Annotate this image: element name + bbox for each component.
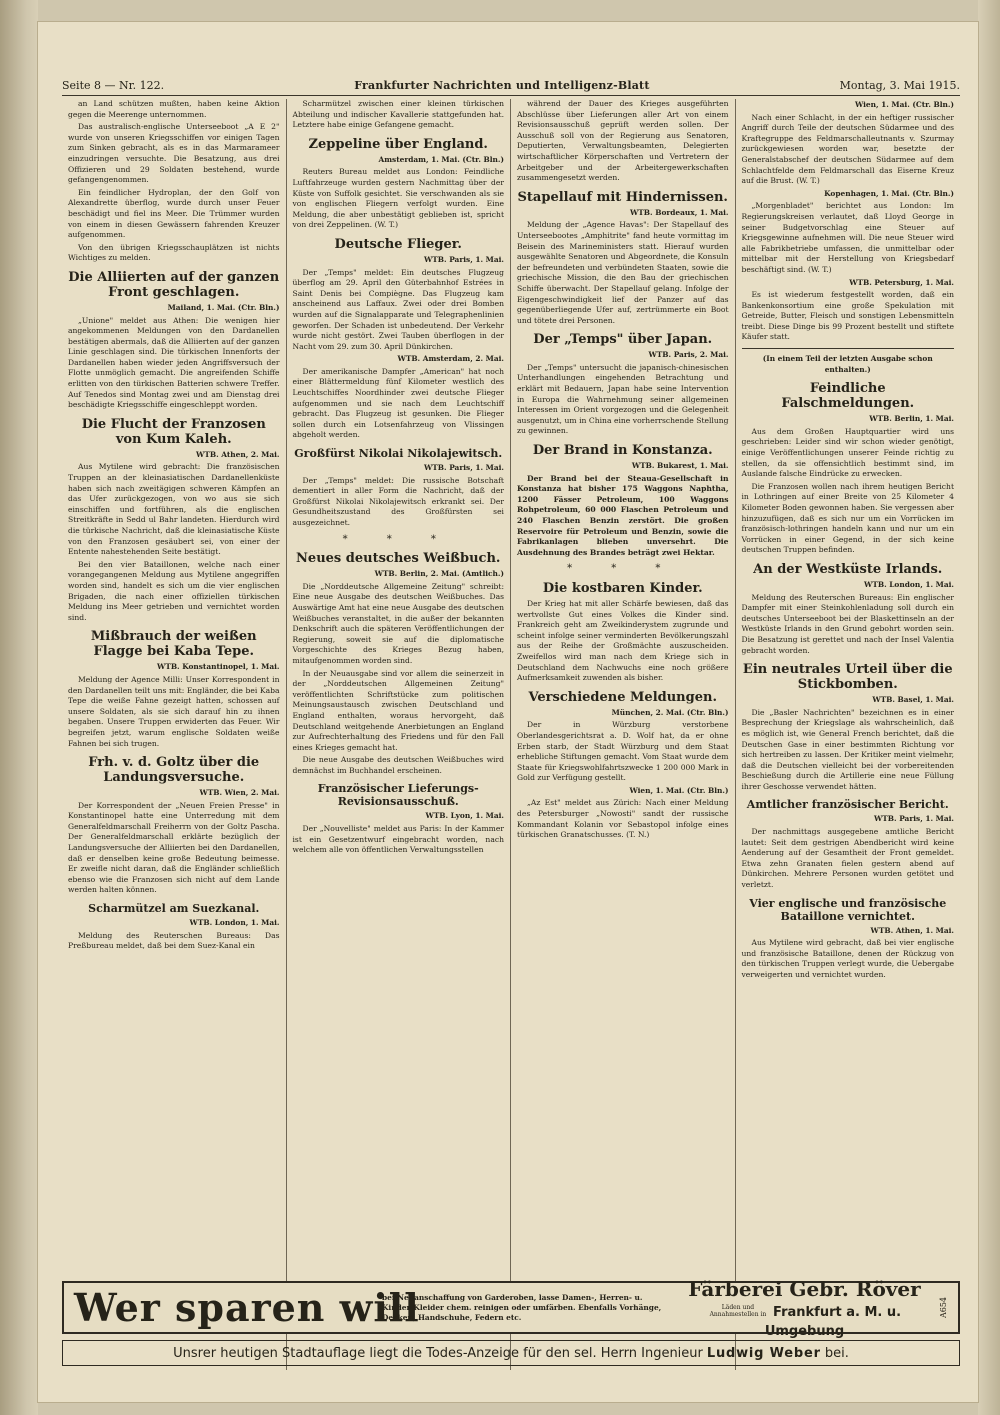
headline: Französischer Lieferungs-Revisionsausschuß. [317,782,479,809]
dateline: WTB. Paris, 1. Mai. [874,814,954,824]
headline: Stapellauf mit Hindernissen. [517,189,728,205]
headline: Amtlicher französischer Bericht. [746,798,949,812]
article-text: Der Brand bei der Steaua-Gesellschaft in Konstanza hat bisher 175 Waggons Naphtha, 1200 Fässer Petroleum, 100 Waggons Rohpetroleum, 60 000 Flaschen Petroleum und 240 Flaschen Benzin zerstört. Die großen Reservoire für Petroleum und Benzin, sowie die Fabrikanlagen blieben unversehrt. Die Ausdehnung des Brandes beträgt zwei Hektar. [517,473,729,557]
ad-firm-block [674,1277,935,1339]
headline: Deutsche Flieger. [334,236,462,252]
article-text: Die Franzosen wollen nach ihrem heutigen Bericht in Lothringen auf einer Breite von 25 Kilometer 4 Kilometer Boden gewonnen haben. Sie vergessen aber hinzuzufügen, daß es sich nur um ein Vorrücken im französisch-lothringen handeln kann und nur um ein Vorrücken in einer Gegend, in der sich keine deutschen Truppen befinden. [741,481,954,555]
headline: Die Alliierten auf der ganzen Front geschlagen. [68,269,280,300]
dateline: WTB. Amsterdam, 2. Mai. [397,354,504,364]
headline: Frh. v. d. Goltz über die Landungsversuche. [88,755,260,786]
article-text: Meldung der Agence Milli: Unser Korrespondent in den Dardanellen teilt uns mit: Engländer, die bei Kaba Tepe die weiße Fahne gezeigt hatten, schossen auf unsere Soldaten, als sie sich darauf hin zu ihnen begaben. Unsere Truppen erwiderten das Feuer. Wir begreifen jetzt, warum englische Soldaten weiße Fahnen bei sich trugen. [68,674,280,748]
article-text: Aus dem Großen Hauptquartier wird uns geschrieben: Leider sind wir schon wieder genötigt, einige Veröffentlichungen unserer Feinde richtig zu stellen, da sie offensichtlich bestimmt sind, im Auslande falsche Eindrücke zu erwecken. [741,426,954,479]
article-columns [62,99,960,1370]
dateline: WTB. London, 1. Mai. [189,918,280,928]
dateline: WTB. Basel, 1. Mai. [872,695,954,705]
dateline: WTB. Paris, 1. Mai. [424,254,504,264]
article-text: während der Dauer des Krieges ausgeführten Abschlüsse über Lieferungen aller Art von einem Revisionsausschuß geprüft werden sollen. Der Ausschuß soll von der Regierung aus Senatoren, Deputierten, Verwaltungsbeamten, Delegierten wirtschaftlicher Körperschaften und Vertretern der Arbeitgeber und der Arbeitergewerkschaften zusammengesetzt werden. [517,99,729,183]
headline: Der „Temps" über Japan. [533,332,713,348]
dateline: München, 2. Mai. (Ctr. Bln.) [611,707,729,717]
dateline: WTB. Athen, 1. Mai. [870,925,954,935]
dateline: WTB. Bukarest, 1. Mai. [631,461,729,471]
article-text: Meldung der „Agence Havas": Der Stapellauf des Unterseebootes „Amphitrite" fand heute vormittag im Beisein des Marineministers statt. Hierauf wurden ausgewählte Senatoren und Abgeordnete, die Konsuln der befreundeten und verbündeten Staaten, sowie die griechische Mission, die den Bau der griechischen Schiffe überwacht. Der Stapellauf gelang. Infolge der Eigengeschwindigkeit lief der Panzer auf das gegenüberliegende Ufer auf, zertrümmerte ein Boot und tötete drei Personen. [517,220,729,325]
headline: Die Flucht der Franzosen von Kum Kaleh. [81,416,266,447]
dateline: WTB. Lyon, 1. Mai. [425,811,504,821]
dateline: WTB. Wien, 2. Mai. [199,788,280,798]
article-text: „Morgenbladet" berichtet aus London: Im Regierungskreisen verlautet, daß Lloyd George in seiner Budgetvorschlag eine Steuer auf Kriegsgewinne aufnehmen will. Die neue Steuer wird alle Fabrikbetriebe umfassen, die unmittelbar oder mittelbar mit der Herstellung von Kriegsbedarf beschäftigt sind. (W. T.) [741,201,954,274]
headline: Großfürst Nikolai Nikolajewitsch. [294,447,503,461]
section-rule [742,348,955,349]
article-text: „Az Est" meldet aus Zürich: Nach einer Meldung des Petersburger „Nowosti" sandt der russische Kommandant Kolanin vor Sebastopol infolge eines türkischen Granatschusses. (T. N.) [517,798,729,840]
article-text: Meldung des Reuterschen Bureaus: Das Preßbureau meldet, daß bei dem Suez-Kanal ein [68,930,280,951]
column-2 [287,99,512,1370]
article-text: Es ist wiederum festgestellt worden, daß ein Bankenkonsortium eine große Spekulation mit Getreide, Butter, Fleisch und sonstigen Lebensmitteln treibt. Diese Dinge bis 99 Prozent bestellt und stiftete Käufer statt. [741,290,954,342]
notice-name: Ludwig Weber [706,1345,821,1361]
page-edge [978,0,1000,1415]
separator-stars: * * * [342,533,454,545]
article-text: Bei den vier Bataillonen, welche nach einer vorangegangenen Meldung aus Mytilene angegriffen worden sind, handelt es sich um die vier englischen Brigaden, die nach einer offiziellen türkischen Meldung ins Meer getrieben und vernichtet worden sind. [68,559,280,622]
article-text: Reuters Bureau meldet aus London: Feindliche Luftfahrzeuge wurden gestern Nachmittag über der Küste von Suffolk gesichtet. Sie verschwanden als sie von englischen Fliegern verfolgt wurden. Eine Meldung, die aber unbestätigt geblieben ist, spricht von drei Zeppelinen. (W. T.) [292,167,504,230]
issue-date: Montag, 3. Mai 1915. [839,79,960,92]
article-text: Scharmützel zwischen einer kleinen türkischen Abteilung und indischer Kavallerie stattgefunden hat. Letztere habe einige Gefangene gemacht. [292,99,504,130]
article-text: Die „Norddeutsche Allgemeine Zeitung" schreibt: Eine neue Ausgabe des deutschen Weißbuches. Das Auswärtige Amt hat eine neue Ausgabe des deutschen Weißbuches veranstaltet, in die außer der bekannten Denkschrift auch die späteren Veröffentlichungen der Regierung, soweit sie auf die diplomatische Vorgeschichte des Krieges Bezug haben, mitaufgenommen worden sind. [292,581,504,665]
article-text: Der „Temps" meldet: Ein deutsches Flugzeug überflog am 29. April den Güterbahnhof Estrées in Saint Denis bei Compiègne. Das Flugzeug kam anscheinend aus Laffaux. Zwei oder drei Bomben wurden auf die Signalapparate und Telegraphenlinien geworfen. Der Schaden ist unbedeutend. Der Verkehr wurde nicht gestört. Zwei Tauben überflogen in der Nacht vom 29. zum 30. April Dünkirchen. [292,267,504,351]
headline: Neues deutsches Weißbuch. [296,551,501,567]
dateline: WTB. Paris, 1. Mai. [424,463,504,473]
dateline: WTB. Konstantinopel, 1. Mai. [157,662,280,672]
headline: Verschiedene Meldungen. [528,689,717,705]
headline: Mißbrauch der weißen Flagge bei Kaba Tepe. [90,629,257,660]
headline: Der Brand in Konstanza. [532,443,713,459]
ad-shops-label: Läden und Annahmestellen in [709,1304,767,1318]
article-text: In der Neuausgabe sind vor allem die seinerzeit in der „Norddeutschen Allgemeinen Zeitung" veröffentlichten Schriftstücke zum politischen Meinungsaustausch zwischen Deutschland und England enthalten, woraus hervorgeht, daß Deutschland weitgehende Anerbietungen an England zur Aufrechterhaltung des Friedens und für den Fall eines Krieges gemacht hat. [292,668,504,752]
article-text: Der „Temps" untersucht die japanisch-chinesischen Unterhandlungen eingehenden Betrachtung und erklärt mit Bedauern, Japan habe seine Intervention in Europa die Wahrnehmung seiner allgemeinen Interessen im Orient vorgezogen und die Gelegenheit ausgenutzt, um in China eine vorherrschende Stellung zu gewinnen. [517,362,729,436]
advertisement [62,1276,960,1339]
headline: Scharmützel am Suezkanal. [88,902,260,916]
death-notice-banner [62,1340,960,1366]
article-text: Der nachmittags ausgegebene amtliche Bericht lautet: Seit dem gestrigen Abendbericht wird keine Aenderung auf der Gesamtheit der Front gemeldet. Etwa zehn Granaten fielen gestern abend auf Dünkirchen. Mehrere Personen wurden getötet und verletzt. [741,827,954,890]
binding-edge [0,0,38,1415]
article-text: Der „Temps" meldet: Die russische Botschaft dementiert in aller Form die Nachricht, daß der Großfürst Nikolai Nikolajewitsch erkrankt sei. Der Gesundheitszustand des Großfürsten sei ausgezeichnet. [292,475,504,527]
dateline: Wien, 1. Mai. (Ctr. Bln.) [854,100,954,109]
article-text: Der Korrespondent der „Neuen Freien Presse" in Konstantinopel hatte eine Unterredung mit dem Generalfeldmarschall Freiherrn von der Goltz Pascha. Der Generalfeldmarschall erklärte bezüglich der Landungsversuche der Alliierten bei den Dardanellen, daß er denselben keine große Bedeutung beimesse. Er zweifle nicht daran, daß die Engländer schließlich ebenso wie die Franzosen sich nicht auf dem Lande werden halten können. [68,800,280,895]
article-text: Ein feindlicher Hydroplan, der den Golf von Alexandrette überflog, wurde durch unser Feuer beschädigt und fiel ins Meer. Die Trümmer wurden von einem in diesen Gewässern fahrenden Kreuzer aufgenommen. [68,187,280,240]
ad-slogan: Wer sparen will [74,1285,420,1330]
dateline: WTB. Paris, 2. Mai. [648,350,729,360]
dateline: Mailand, 1. Mai. (Ctr. Bln.) [167,302,280,312]
headline: Die kostbaren Kinder. [542,580,703,596]
edition-note: (In einem Teil der letzten Ausgabe schon enthalten.) [762,354,933,374]
article-text: Aus Mytilene wird gebracht, daß bei vier englische und französische Bataillone, denen der Rückzug von den türkischen Truppen verlegt wurde, die Uebergabe verweigerten und vernichtet wurden. [741,938,954,979]
dateline: WTB. Athen, 2. Mai. [196,449,280,459]
article-text: Die neue Ausgabe des deutschen Weißbuches wird demnächst im Buchhandel erscheinen. [292,755,504,775]
notice-text-end: bei. [824,1345,849,1361]
headline: Zeppeline über England. [308,136,488,152]
column-1 [62,99,287,1370]
article-text: Der „Nouvelliste" meldet aus Paris: In der Kammer ist ein Gesetzentwurf eingebracht worden, nach welchem alle von öffentlichen Verwaltungsstellen [292,824,504,855]
masthead: Frankfurter Nachrichten und Intelligenz-Blatt [354,79,650,92]
ad-text: bei Neuanschaffung von Garderoben, lasse Damen-, Herren- u. Kinder-Kleider chem. reinigen oder umfärben. Ebenfalls Vorhänge, Decken, Handschuhe, Federn etc. [382,1292,662,1322]
article-text: Der in Würzburg verstorbene Oberlandesgerichtsrat a. D. Wolf hat, da er ohne Erben starb, der Stadt Würzburg und dem Staat erhebliche Stiftungen gemacht. Vom Staat wurde dem Staate für Kriegswohlfahrtszwecke 1 200 000 Mark in Gold zur Verfügung gestellt. [517,720,729,783]
dateline: Amsterdam, 1. Mai. (Ctr. Bln.) [378,154,504,164]
article-text: Aus Mytilene wird gebracht: Die französischen Truppen an der kleinasiatischen Dardanellenküste haben sich nach zweitägigen schweren Kämpfen an das Ufer zurückgezogen, von wo aus sie sich einschiffen und fortführen, als die englischen Streitkräfte in Sedd ul Bahr landeten. Hierdurch wird die türkische Nachricht, daß die kleinasiatische Küste von den Franzosen gesäubert sei, von einer der Entente nahestehenden Seite bestätigt. [68,462,280,557]
article-text: Das australisch-englische Unterseeboot „A E 2" wurde von unseren Kriegsschiffen vor einigen Tagen zum Sinken gebracht, als es in das Marmarameer einzudringen versuchte. Die Besatzung, aus drei Offizieren und 29 Soldaten bestehend, wurde gefangengenommen. [68,122,280,185]
article-text: „Unione" meldet aus Athen: Die wenigen hier angekommenen Meldungen von den Dardanellen bestätigen abermals, daß die Alliierten auf der ganzen Linie geschlagen sind. Die türkischen Innenforts der Dardanellen haben wieder jeden Angriffsversuch der Flotte unmöglich gemacht. Die angreifenden Schiffe erlitten von den türkischen Batterien schwere Treffer. Auf Tenedos sind Montag zwei und am Dienstag drei beschädigte Kriegsschiffe eingeschleppt worden. [68,315,280,410]
article-text: Der amerikanische Dampfer „American" hat noch einer Blättermeldung fünf Kilometer westlich des Leuchtschiffes Noordhinder zwei deutsche Flieger aufgenommen und sie nach dem Leuchtschiff gebracht. Das Flugzeug ist gesunken. Die Flieger sollen durch ein Lotsenfahrzeug von Vlissingen abgeholt werden. [292,366,504,440]
column-3 [511,99,736,1370]
page-number: Seite 8 — Nr. 122. [62,79,165,92]
headline: Feindliche Falschmeldungen. [781,381,915,412]
headline: Vier englische und französische Bataillone vernichtet. [749,896,947,923]
page-header [62,76,960,96]
article-text: Die „Basler Nachrichten" bezeichnen es in einer Besprechung der Kriegslage als wahrscheinlich, daß es möglich ist, wie General French berichtet, daß die Deutschen Gase in einer bestimmten Richtung vor sich hertreiben zu lassen. Der Kritiker meint vielmehr, daß die Deutschen vielleicht bei der vorbereitenden Beschießung durch die Artillerie eine neue Füllung ihrer Geschosse verwendet hätten. [741,707,954,791]
separator-stars: * * * [567,563,679,575]
dateline: Kopenhagen, 1. Mai. (Ctr. Bln.) [824,188,954,198]
dateline: WTB. Bordeaux, 1. Mai. [630,207,729,217]
article-text: Nach einer Schlacht, in der ein heftiger russischer Angriff durch Teile der deutschen Südarmee und des Kraftegruppe des Feldmarschalleutnants v. Szurmay zurückgewiesen worden war, besetzte der Generalstabschef der deutschen Südarmee auf dem Schlachtfelde dem Feldmarschall das Eiserne Kreuz auf die Brust. (W. T.) [741,112,954,186]
column-4 [736,99,961,1370]
notice-text: Unsrer heutigen Stadtauflage liegt die Todes-Anzeige für den sel. Herrn Ingenieur [173,1345,703,1361]
article-text: an Land schützen mußten, haben keine Aktion gegen die Meerenge unternommen. [68,99,280,119]
dateline: WTB. London, 1. Mai. [864,579,954,589]
dateline: WTB. Berlin, 1. Mai. [869,414,954,424]
headline: An der Westküste Irlands. [753,561,943,577]
dateline: WTB. Berlin, 2. Mai. (Amtlich.) [374,569,504,579]
ad-code: A654 [939,1296,948,1319]
headline: Ein neutrales Urteil über die Stickbomben. [742,662,953,693]
dateline: WTB. Petersburg, 1. Mai. [849,277,954,287]
ad-city: Frankfurt a. M. u. Umgebung [764,1304,902,1339]
article-text: Der Krieg hat mit aller Schärfe bewiesen, daß das wertvollste Gut eines Volkes die Kinder sind. Frankreich geht am Zweikinderystem zugrunde und scheint infolge seiner verminderten Bevölkerungszahl aus der Reihe der Großmächte auszuscheiden. Zweifellos wird man nach dem Kriege sich in Deutschland dem Nachwuchs eine noch größere Aufmerksamkeit zuwenden als bisher. [517,598,729,683]
article-text: Meldung des Reuterschen Bureaus: Ein englischer Dampfer mit einer Steinkohlenladung soll durch ein deutsches Unterseeboot bei der Blaskettinseln an der Westküste Irlands in den Grund gebohrt worden sein. Die Besatzung ist gerettet und nach der Insel Valentia gebracht worden. [741,592,954,655]
article-text: Von den übrigen Kriegsschauplätzen ist nichts Wichtiges zu melden. [68,242,280,263]
dateline: Wien, 1. Mai. (Ctr. Bln.) [629,785,729,795]
ad-firm-name: Färberei Gebr. Röver [688,1276,921,1301]
